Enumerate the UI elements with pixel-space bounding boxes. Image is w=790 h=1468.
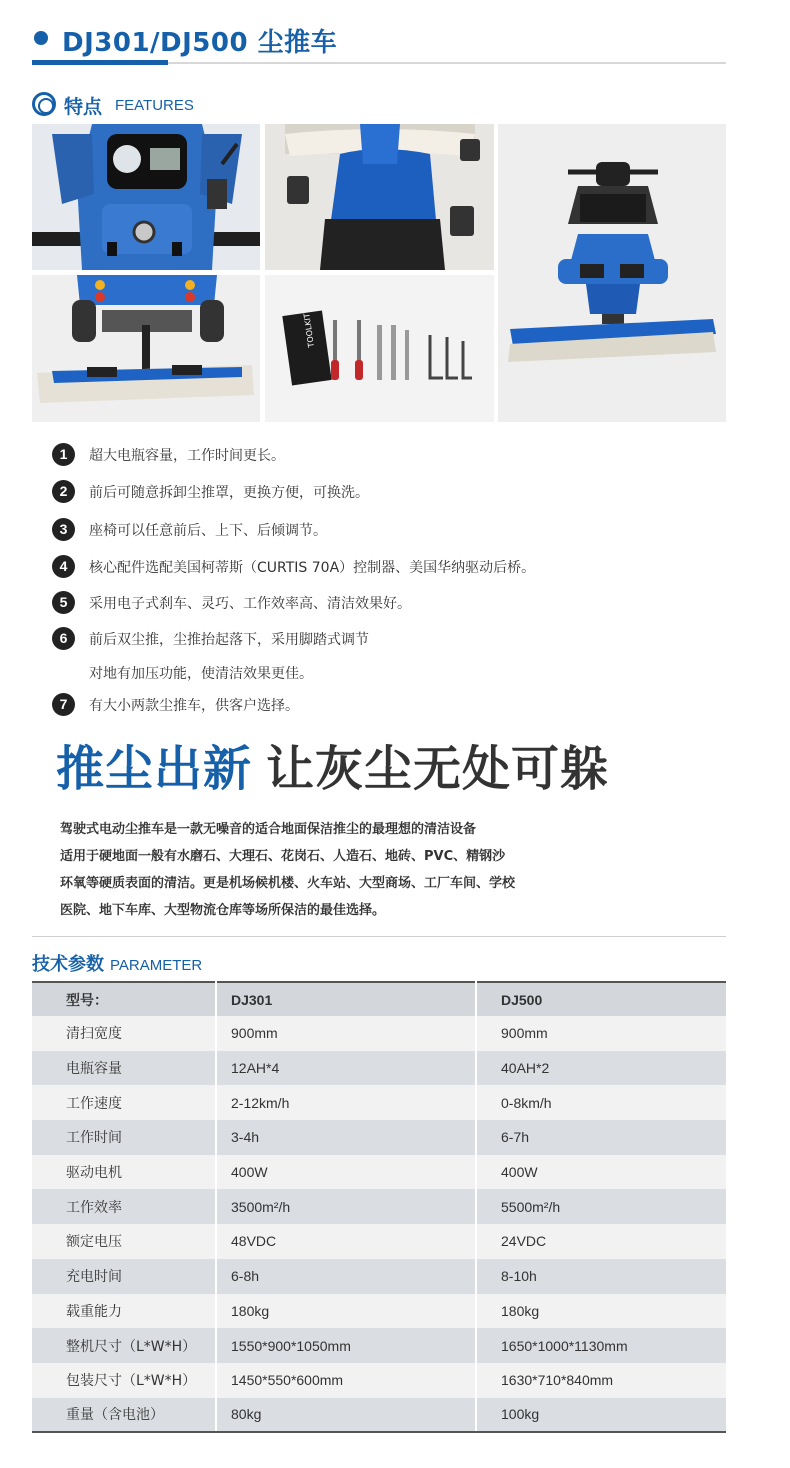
table-cell: 100kg: [476, 1398, 726, 1433]
number-badge: 2: [52, 480, 75, 503]
table-cell: 40AH*2: [476, 1051, 726, 1086]
table-cell: 6-8h: [216, 1259, 476, 1294]
table-header-row: [32, 982, 726, 1016]
table-row: [32, 1328, 726, 1363]
table-cell: 5500m²/h: [476, 1189, 726, 1224]
table-cell: 重量（含电池）: [32, 1398, 216, 1433]
toolkit-label: TOOLKIT: [302, 312, 316, 348]
table-cell: 8-10h: [476, 1259, 726, 1294]
photo-rear-mop: [32, 275, 260, 422]
feature-text: 超大电瓶容量，工作时间更长。: [89, 448, 285, 464]
description-line: 驾驶式电动尘推车是一款无噪音的适合地面保洁推尘的最理想的清洁设备: [60, 822, 477, 837]
feature-text-continued: 对地有加压功能，使清洁效果更佳。: [89, 666, 313, 682]
description-line: 环氧等硬质表面的清洁。更是机场候机楼、火车站、大型商场、工厂车间、学校: [60, 876, 516, 891]
number-badge: 3: [52, 518, 75, 541]
table-row: [32, 1085, 726, 1120]
slogan-part-1: 推尘出新: [56, 741, 253, 797]
number-badge: 7: [52, 693, 75, 716]
header-cell: 型号：: [32, 982, 216, 1016]
table-cell: 驱动电机: [32, 1155, 216, 1190]
table-cell: 12AH*4: [216, 1051, 476, 1086]
table-cell: 包装尺寸（L*W*H）: [32, 1363, 216, 1398]
photo-pedals: [265, 124, 494, 270]
parameter-title-en: PARAMETER: [110, 957, 203, 974]
bullet-dot-icon: [34, 31, 48, 45]
table-cell: 整机尺寸（L*W*H）: [32, 1328, 216, 1363]
feature-text: 有大小两款尘推车，供客户选择。: [89, 698, 299, 714]
parameter-heading: [32, 950, 202, 974]
header-cell: DJ301: [216, 982, 476, 1016]
table-cell: 900mm: [476, 1016, 726, 1051]
concentric-circle-icon: [32, 92, 56, 116]
description-line: 适用于硬地面一般有水磨石、大理石、花岗石、人造石、地砖、PVC、精钢沙: [60, 849, 506, 864]
header-accent-line: [32, 60, 168, 65]
table-row: [32, 1363, 726, 1398]
table-cell: 80kg: [216, 1398, 476, 1433]
table-cell: 清扫宽度: [32, 1016, 216, 1051]
table-cell: 3500m²/h: [216, 1189, 476, 1224]
table-cell: 400W: [476, 1155, 726, 1190]
table-cell: 1650*1000*1130mm: [476, 1328, 726, 1363]
table-cell: 180kg: [216, 1294, 476, 1329]
header-divider: [168, 62, 726, 64]
table-cell: 1630*710*840mm: [476, 1363, 726, 1398]
table-cell: 额定电压: [32, 1224, 216, 1259]
table-cell: 3-4h: [216, 1120, 476, 1155]
features-title-en: FEATURES: [115, 97, 194, 114]
features-title-cn: 特点: [64, 96, 103, 118]
table-row: [32, 1016, 726, 1051]
photo-full-machine: [498, 124, 726, 422]
table-cell: 工作效率: [32, 1189, 216, 1224]
table-cell: 2-12km/h: [216, 1085, 476, 1120]
number-badge: 5: [52, 591, 75, 614]
page-title: DJ301/DJ500 尘推车: [62, 28, 338, 58]
table-cell: 1450*550*600mm: [216, 1363, 476, 1398]
photo-dashboard: [32, 124, 260, 270]
photo-toolkit: [265, 275, 494, 422]
table-cell: 24VDC: [476, 1224, 726, 1259]
table-cell: 48VDC: [216, 1224, 476, 1259]
product-description: [60, 816, 700, 924]
feature-text: 座椅可以任意前后、上下、后倾调节。: [89, 523, 327, 539]
table-cell: 400W: [216, 1155, 476, 1190]
slogan: [56, 730, 609, 799]
table-row: [32, 1259, 726, 1294]
table-cell: 电瓶容量: [32, 1051, 216, 1086]
table-cell: 载重能力: [32, 1294, 216, 1329]
table-row: [32, 1224, 726, 1259]
table-cell: 6-7h: [476, 1120, 726, 1155]
header-cell: DJ500: [476, 982, 726, 1016]
number-badge: 1: [52, 443, 75, 466]
page-header: [32, 20, 726, 66]
feature-text: 采用电子式刹车、灵巧、工作效率高、清洁效果好。: [89, 596, 411, 612]
table-row: [32, 1155, 726, 1190]
table-row: [32, 1120, 726, 1155]
table-row: [32, 1294, 726, 1329]
feature-text: 前后可随意拆卸尘推罩，更换方便，可换洗。: [89, 485, 369, 501]
description-line: 医院、地下车库、大型物流仓库等场所保洁的最佳选择。: [60, 903, 386, 918]
feature-text: 核心配件选配美国柯蒂斯（CURTIS 70A）控制器、美国华纳驱动后桥。: [89, 560, 536, 576]
table-row: [32, 1398, 726, 1433]
slogan-part-2: 让灰尘无处可躲: [266, 741, 610, 797]
table-cell: 900mm: [216, 1016, 476, 1051]
table-row: [32, 1189, 726, 1224]
table-cell: 工作速度: [32, 1085, 216, 1120]
table-cell: 0-8km/h: [476, 1085, 726, 1120]
table-cell: 充电时间: [32, 1259, 216, 1294]
section-divider: [32, 936, 726, 937]
table-cell: 工作时间: [32, 1120, 216, 1155]
parameter-title-cn: 技术参数: [32, 954, 104, 975]
table-cell: 1550*900*1050mm: [216, 1328, 476, 1363]
table-row: [32, 1051, 726, 1086]
number-badge: 4: [52, 555, 75, 578]
number-badge: 6: [52, 627, 75, 650]
feature-text: 前后双尘推，尘推抬起落下，采用脚踏式调节: [89, 632, 369, 648]
parameter-table: [32, 981, 726, 1433]
table-cell: 180kg: [476, 1294, 726, 1329]
